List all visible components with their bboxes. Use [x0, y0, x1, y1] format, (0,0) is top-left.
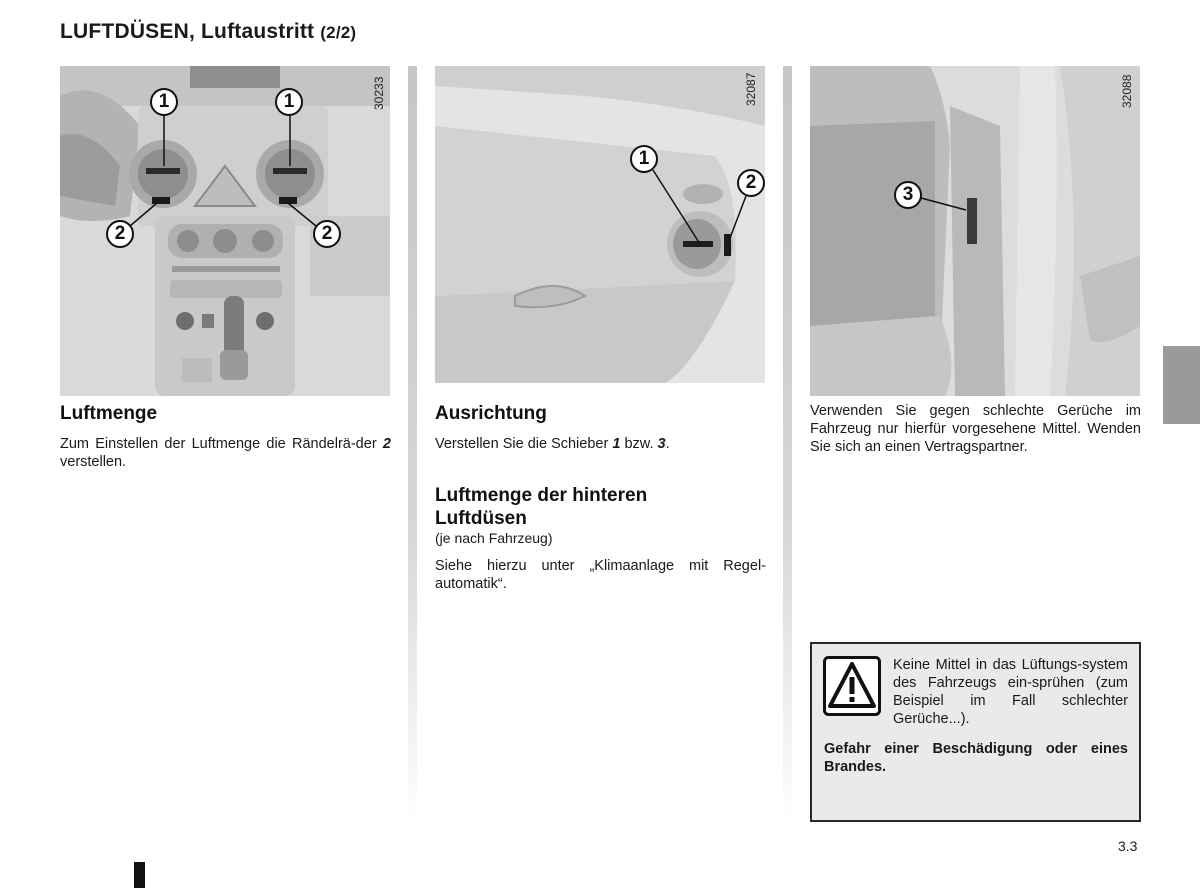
heading-line-1: Luftmenge der hinteren [435, 485, 648, 506]
text-ausrichtung-num1: 1 [612, 436, 621, 452]
callout-3-rear: 3 [894, 181, 922, 209]
section-heading-luftmenge: Luftmenge [60, 403, 158, 424]
section-heading-ausrichtung: Ausrichtung [435, 403, 547, 424]
text-luftmenge-b: verstellen. [60, 454, 127, 470]
callout-1-side: 1 [630, 145, 658, 173]
text-luftmenge [60, 435, 391, 471]
warning-text: Keine Mittel in das Lüftungs-system des Fahrzeugs ein-sprühen (zum Beispiel im Fall schlechter Gerüche...). [893, 657, 1128, 727]
photo-reference-number: 32087 [744, 72, 758, 106]
print-mark [134, 862, 145, 888]
text-ausrichtung-mid: bzw. [624, 436, 654, 452]
page-title-main: LUFTDÜSEN, Luftaustritt [60, 20, 315, 43]
callout-2-left: 2 [106, 220, 134, 248]
text-gerueche: Verwenden Sie gegen schlechte Gerüche im Fahrzeug nur hierfür vorgesehene Mittel. Wenden Sie sich an einen Vertragspartner. [810, 403, 1141, 455]
photo-reference-number: 32088 [1120, 74, 1134, 108]
heading-line-2: Luftdüsen [435, 508, 527, 529]
text-klimaanlage-reference: Siehe hierzu unter „Klimaanlage mit Regel-automatik“. [435, 558, 766, 592]
text-ausrichtung [435, 435, 766, 453]
warning-box [810, 642, 1141, 822]
chapter-tab [1163, 346, 1200, 424]
callout-1-left: 1 [150, 88, 178, 116]
text-luftmenge-a: Zum Einstellen der Luftmenge die Rändelrä-der [60, 436, 377, 452]
text-ausrichtung-num2: 3 [657, 436, 666, 452]
callout-2-side: 2 [737, 169, 765, 197]
warning-triangle-icon [823, 656, 881, 716]
photo-reference-number: 30233 [372, 76, 386, 110]
callout-1-right: 1 [275, 88, 303, 116]
text-ausrichtung-end: . [665, 436, 670, 452]
callout-2-right: 2 [313, 220, 341, 248]
note-je-nach-fahrzeug: (je nach Fahrzeug) [435, 530, 553, 546]
page-title-suffix: (2/2) [320, 23, 357, 42]
text-luftmenge-num: 2 [382, 436, 391, 452]
warning-emphasis: Gefahr einer Beschädigung oder eines Brandes. [824, 741, 1128, 775]
page-number: 3.3 [1118, 838, 1138, 854]
text-ausrichtung-a: Verstellen Sie die Schieber [435, 436, 609, 452]
section-heading-hintere-luftduesen [435, 484, 647, 530]
